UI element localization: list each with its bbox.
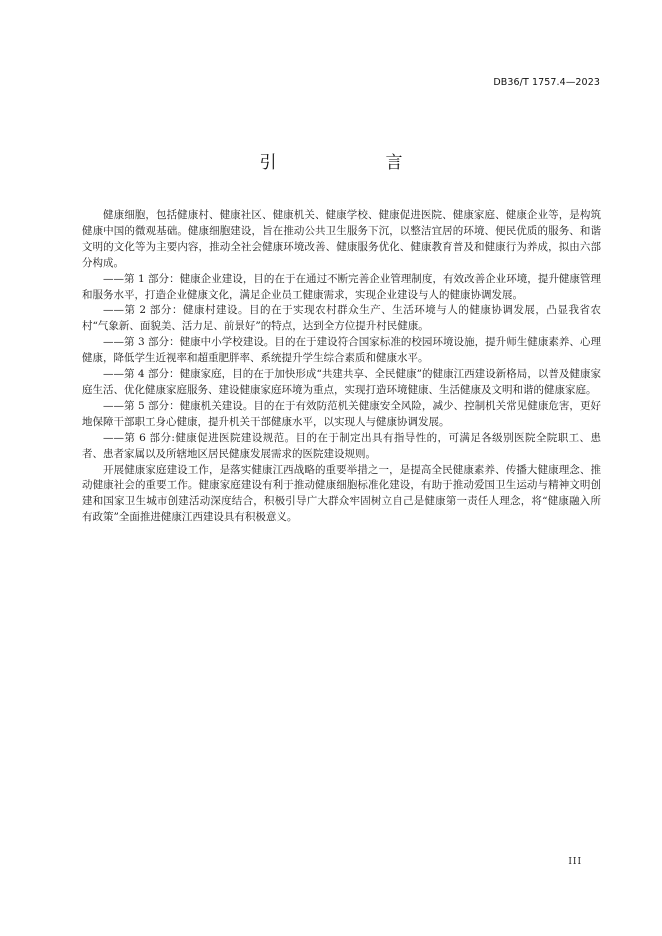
paragraph-part-5: ——第 5 部分：健康机关建设。目的在于有效防范机关健康安全风险，减少、控制机关常见健康危害，更好地保障干部职工身心健康，提升机关干部健康水平，以实现人与健康协调发展。 xyxy=(82,399,601,428)
document-code: DB36/T 1757.4—2023 xyxy=(493,77,600,88)
page-number: III xyxy=(568,857,582,867)
paragraph-part-1: ——第 1 部分：健康企业建设，目的在于在通过不断完善企业管理制度，有效改善企业环境，提升健康管理和服务水平，打造企业健康文化，满足企业员工健康需求，实现企业建设与人的健康协调发展。 xyxy=(82,272,601,301)
paragraph-part-6: ——第 6 部分:健康促进医院建设规范。目的在于制定出具有指导性的，可满足各级别医院全院职工、患者、患者家属以及所辖地区居民健康发展需求的医院建设规则。 xyxy=(82,431,601,460)
paragraph-overview: 健康细胞，包括健康村、健康社区、健康机关、健康学校、健康促进医院、健康家庭、健康企业等，是构筑健康中国的微观基础。健康细胞建设，旨在推动公共卫生服务下沉，以整洁宜居的环境、便民优质的服务、和谐文明的文化等为主要内容，推动全社会健康环境改善、健康服务优化、健康教育普及和健康行为养成，拟由六部分构成。 xyxy=(82,209,601,269)
introduction-body xyxy=(82,208,601,526)
paragraph-part-2: ——第 2 部分：健康村建设。目的在于实现农村群众生产、生活环境与人的健康协调发展，凸显我省农村“气象新、面貌美、活力足、前景好”的特点，达到全方位提升村民健康。 xyxy=(82,304,601,333)
paragraph-part-3: ——第 3 部分：健康中小学校建设。目的在于建设符合国家标准的校园环境设施，提升师生健康素养、心理健康，降低学生近视率和超重肥胖率、系统提升学生综合素质和健康水平。 xyxy=(82,336,601,365)
paragraph-part-4: ——第 4 部分：健康家庭，目的在于加快形成“共建共享、全民健康”的健康江西建设新格局，以普及健康家庭生活、优化健康家庭服务、建设健康家庭环境为重点，实现打造环境健康、生活健康及文明和谐的健康家庭。 xyxy=(82,368,601,396)
page-title: 引 言 xyxy=(259,153,449,173)
paragraph-significance: 开展健康家庭建设工作，是落实健康江西战略的重要举措之一，是提高全民健康素养、传播大健康理念、推动健康社会的重要工作。健康家庭建设有利于推动健康细胞标准化建设，有助于推动爱国卫生运动与精神文明创建和国家卫生城市创建活动深度结合，积极引导广大群众牢固树立自己是健康第一责任人理念，将“健康融入所有政策”全面推进健康江西建设具有积极意义。 xyxy=(82,463,601,524)
